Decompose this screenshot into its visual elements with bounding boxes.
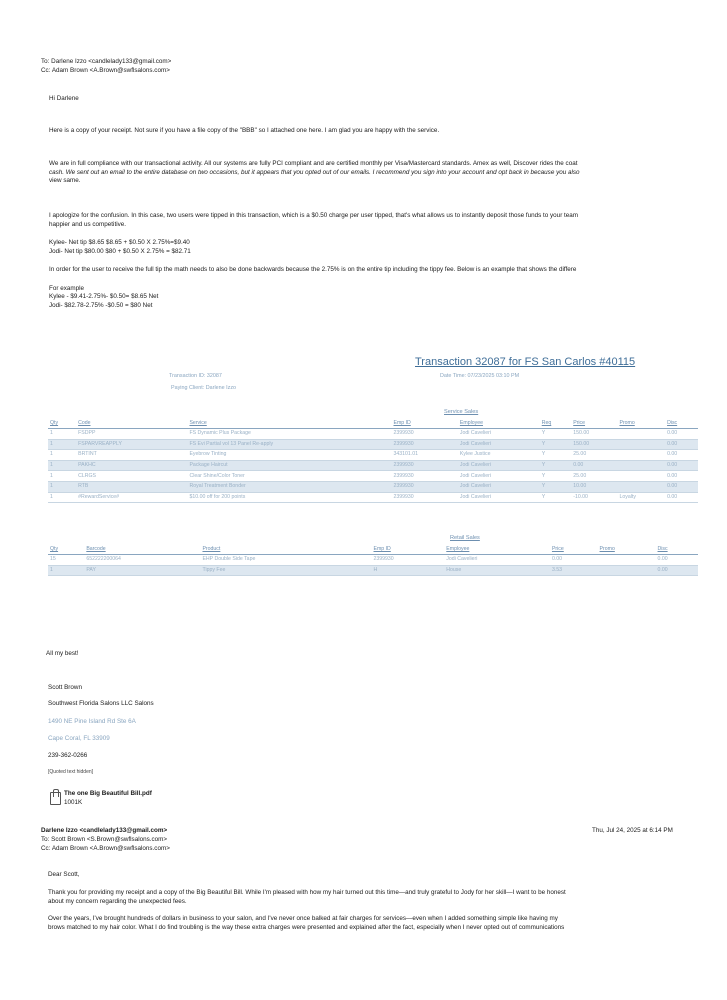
email2-from: [41, 827, 167, 836]
service-row: [48, 429, 698, 440]
service-cell: 0.00: [665, 492, 698, 503]
service-cell: FS Dynamic Plus Package: [187, 429, 391, 440]
service-cell: 0.00: [665, 429, 698, 440]
service-cell: FSPARVREAPPLY: [76, 439, 187, 450]
retail-header-qty: Qty: [48, 546, 84, 555]
retail-cell: H: [372, 565, 445, 576]
service-cell: CLRGS: [76, 471, 187, 482]
service-header-emp-id: Emp ID: [391, 420, 457, 429]
retail-header-row: [48, 546, 698, 555]
service-cell: Y: [540, 439, 572, 450]
service-cell: Package Haircut: [187, 460, 391, 471]
signer-name: Scott Brown: [48, 684, 82, 691]
paragraph-compliance-line3: view same.: [49, 177, 81, 184]
email2-paragraph1-line1: Thank you for providing my receipt and a copy of the Big Beautiful Bill. While I'm pleased with how my hair turned out this time—and truly grateful to Jody for her skill—I want to be honest: [48, 889, 566, 896]
service-cell: 1: [48, 492, 76, 503]
service-cell: Y: [540, 429, 572, 440]
service-cell: [617, 471, 665, 482]
service-cell: Eyebrow Tinting: [187, 450, 391, 461]
service-row: [48, 460, 698, 471]
service-cell: Jodi Cavelieri: [458, 492, 540, 503]
service-sales-title: Service Sales: [444, 409, 479, 415]
service-cell: Y: [540, 450, 572, 461]
service-cell: Loyalty: [617, 492, 665, 503]
retail-cell: Tippy Fee: [200, 565, 371, 576]
service-cell: FS Evi Partial vol 13 Panel Re-apply: [187, 439, 391, 450]
service-cell: 2399930: [391, 481, 457, 492]
service-cell: 25.00: [571, 450, 617, 461]
service-cell: 2399930: [391, 429, 457, 440]
email2-paragraph2-line1: Over the years, I've brought hundreds of dollars in business to your salon, and I've never once balked at fair charges for services—even when I added something simple like having my: [48, 915, 558, 922]
service-cell: 2399930: [391, 460, 457, 471]
email2-paragraph2-line2: brows matched to my hair color. What I do find troubling is the way these extra charges were presented and explained after the fact, especially when I never opted out of communications: [48, 924, 565, 931]
service-cell: 1: [48, 450, 76, 461]
service-cell: Jodi Cavelieri: [458, 471, 540, 482]
email2-paragraph1-line2: about my concern regarding the unexpected fees.: [48, 898, 187, 905]
email2-greeting: Dear Scott,: [48, 871, 80, 878]
retail-sales-title: Retail Sales: [450, 535, 480, 541]
retail-cell: House: [444, 565, 550, 576]
service-cell: RTB: [76, 481, 187, 492]
email2-date: Thu, Jul 24, 2025 at 6:14 PM: [592, 827, 673, 834]
retail-header-product: Product: [200, 546, 371, 555]
service-cell: 343101.01: [391, 450, 457, 461]
transaction-date-time: Date Time: 07/23/2025 03:10 PM: [440, 373, 520, 379]
service-header-disc: Disc: [665, 420, 698, 429]
service-cell: FSDPP: [76, 429, 187, 440]
paragraph-backwards-math: In order for the user to receive the full tip the math needs to also be done backwards because the 2.75% is on the entire tip including the tippy fee. Below is an example that shows the differe: [49, 266, 577, 273]
attachment-name[interactable]: The one Big Beautiful Bill.pdf: [64, 790, 152, 797]
service-cell: Jodi Cavelieri: [458, 460, 540, 471]
service-cell: $10.00 off for 200 points: [187, 492, 391, 503]
retail-header-barcode: Barcode: [84, 546, 200, 555]
paragraph-compliance-line2: cash. We sent out an email to the entire database on two occasions, but it appears that you opted out of our emails. I recommend you sign into your account and opt back in because you also: [49, 169, 580, 176]
attachment-size: 1001K: [64, 799, 83, 806]
service-cell: Y: [540, 471, 572, 482]
paragraph-receipt: Here is a copy of your receipt. Not sure if you have a file copy of the "BBB" so I attached one here. I am glad you are happy with the service.: [49, 127, 440, 134]
signer-phone: 239-362-0266: [48, 752, 88, 759]
example-label: For example: [49, 285, 84, 292]
service-cell: Kylee Justice: [458, 450, 540, 461]
service-cell: 0.00: [665, 460, 698, 471]
paragraph-apology-line2: happier and us competitive.: [49, 221, 127, 228]
service-cell: 1: [48, 471, 76, 482]
paperclip-icon: [50, 792, 61, 805]
service-cell: 10.00: [571, 481, 617, 492]
transaction-title: Transaction 32087 for FS San Carlos #40115: [415, 356, 636, 368]
retail-header-employee: Employee: [444, 546, 550, 555]
service-header-req: Req: [540, 420, 572, 429]
retail-cell: EHP Double Side Tape: [200, 555, 371, 566]
service-cell: [617, 450, 665, 461]
closing: All my best!: [46, 650, 79, 657]
service-cell: Royal Treatment Bonder: [187, 481, 391, 492]
calc-kylee: Kylee- Net tip $8.65 $8.65 + $0.50 X 2.75%=$9.40: [49, 239, 190, 246]
service-cell: [617, 460, 665, 471]
service-header-service: Service: [187, 420, 391, 429]
retail-cell: PAY: [84, 565, 200, 576]
service-cell: 2399930: [391, 471, 457, 482]
service-cell: 1: [48, 439, 76, 450]
retail-cell: 0.00: [656, 555, 698, 566]
service-cell: Jodi Cavelieri: [458, 429, 540, 440]
retail-row: [48, 565, 698, 576]
retail-header-disc: Disc: [656, 546, 698, 555]
signer-address-line2[interactable]: Cape Coral, FL 33909: [48, 735, 110, 742]
retail-cell: 0.00: [550, 555, 598, 566]
service-cell: Y: [540, 481, 572, 492]
paragraph-apology-line1: I apologize for the confusion. In this case, two users were tipped in this transaction, which is a $0.50 charge per user tipped, that's what allows us to instantly deposit those funds to your team: [49, 212, 579, 219]
example-jodi: Jodi- $82.78-2.75% -$0.50 = $80 Net: [49, 302, 153, 309]
email-cc: Cc: Adam Brown <A.Brown@swflsalons.com>: [41, 67, 170, 74]
service-cell: 0.00: [665, 471, 698, 482]
service-cell: 2399930: [391, 439, 457, 450]
service-cell: BRTINT: [76, 450, 187, 461]
signer-company: Southwest Florida Salons LLC Salons: [48, 700, 154, 707]
service-header-price: Price: [571, 420, 617, 429]
service-cell: 0.00: [665, 450, 698, 461]
retail-cell: 2399930: [372, 555, 445, 566]
retail-header-price: Price: [550, 546, 598, 555]
retail-cell: 652222200064: [84, 555, 200, 566]
service-cell: Y: [540, 492, 572, 503]
email2-from-text: Darlene Izzo <candlelady133@gmail.com>: [41, 827, 168, 834]
email-to: To: Darlene Izzo <candlelady133@gmail.com>: [41, 58, 172, 65]
signer-address-line1[interactable]: 1490 NE Pine Island Rd Ste 6A: [48, 718, 136, 725]
service-cell: 25.00: [571, 471, 617, 482]
service-cell: [617, 439, 665, 450]
email2-cc: Cc: Adam Brown <A.Brown@swflsalons.com>: [41, 845, 170, 852]
retail-header-promo: Promo: [598, 546, 656, 555]
service-cell: Jodi Cavelieri: [458, 481, 540, 492]
service-row: [48, 471, 698, 482]
service-cell: 0.00: [665, 439, 698, 450]
paragraph-compliance-line1: We are in full compliance with our transactional activity. All our systems are fully PCI compliant and are certified monthly per Visa/Mastercard standards. Amex as well, Discover rides the coat: [49, 160, 578, 167]
email2-to: To: Scott Brown <S.Brown@swflsalons.com>: [41, 836, 168, 843]
example-kylee: Kylee - $9.41-2.75%- $0.50= $8.65 Net: [49, 293, 159, 300]
service-header-row: [48, 420, 698, 429]
service-header-code: Code: [76, 420, 187, 429]
service-header-qty: Qty: [48, 420, 76, 429]
transaction-id: Transaction ID: 32087: [169, 373, 222, 379]
service-cell: Jodi Cavelieri: [458, 439, 540, 450]
service-cell: 150.00: [571, 429, 617, 440]
service-cell: #RewardService#: [76, 492, 187, 503]
service-cell: 0.00: [665, 481, 698, 492]
service-cell: 1: [48, 481, 76, 492]
retail-sales-table: [48, 546, 698, 576]
service-row: [48, 450, 698, 461]
service-cell: 2399930: [391, 492, 457, 503]
retail-row: [48, 555, 698, 566]
service-cell: PAKHC: [76, 460, 187, 471]
service-cell: [617, 429, 665, 440]
paying-client: Paying Client: Darlene Izzo: [171, 385, 237, 391]
service-header-promo: Promo: [617, 420, 665, 429]
service-cell: -10.00: [571, 492, 617, 503]
service-cell: 150.00: [571, 439, 617, 450]
service-cell: 0.00: [571, 460, 617, 471]
calc-jodi: Jodi- Net tip $80.00 $80 + $0.50 X 2.75% = $82.71: [49, 248, 191, 255]
service-header-employee: Employee: [458, 420, 540, 429]
retail-cell: [598, 555, 656, 566]
service-row: [48, 481, 698, 492]
retail-cell: 3.53: [550, 565, 598, 576]
service-cell: Y: [540, 460, 572, 471]
retail-cell: Jodi Cavelieri: [444, 555, 550, 566]
retail-cell: [598, 565, 656, 576]
service-cell: 1: [48, 460, 76, 471]
quoted-text-hidden[interactable]: [Quoted text hidden]: [48, 769, 94, 775]
greeting: Hi Darlene: [49, 95, 79, 102]
retail-cell: 15: [48, 555, 84, 566]
retail-cell: 1: [48, 565, 84, 576]
retail-header-emp-id: Emp ID: [372, 546, 445, 555]
retail-cell: 0.00: [656, 565, 698, 576]
service-row: [48, 492, 698, 503]
service-cell: Clear Shine/Color Toner: [187, 471, 391, 482]
service-cell: 1: [48, 429, 76, 440]
service-row: [48, 439, 698, 450]
service-cell: [617, 481, 665, 492]
service-sales-table: [48, 420, 698, 503]
